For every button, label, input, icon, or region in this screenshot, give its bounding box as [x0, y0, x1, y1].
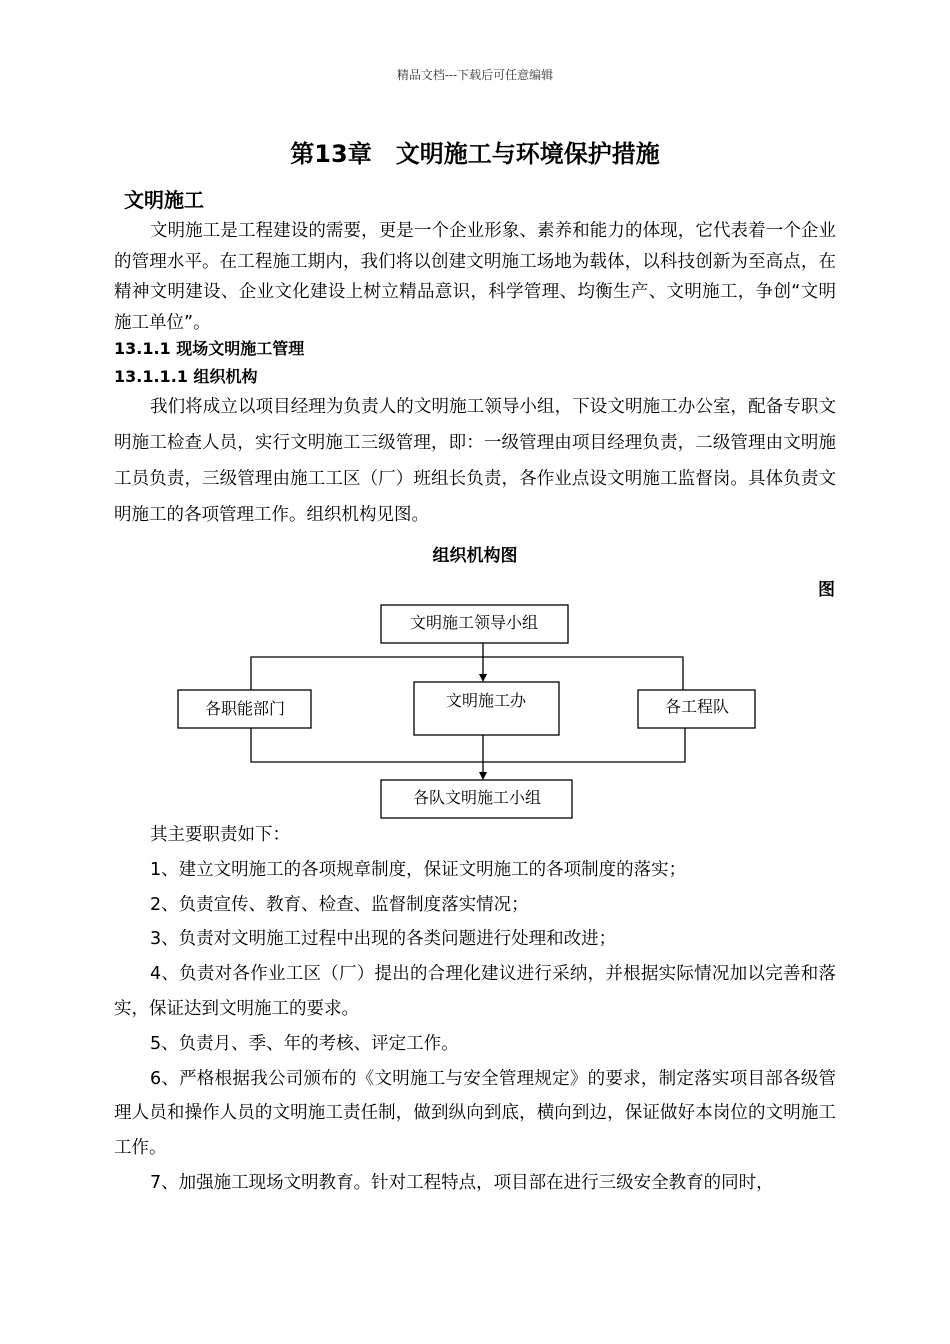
heading-13-1-1: 13.1.1 现场文明施工管理 [114, 339, 305, 358]
duty-item: 1、建立文明施工的各项规章制度，保证文明施工的各项制度的落实； [150, 859, 687, 880]
org-label-top: 文明施工领导小组 [409, 613, 539, 632]
org-connector-top-branch [251, 657, 683, 690]
figure-tag: 图 [818, 580, 835, 600]
org-chart [0, 590, 950, 830]
heading-13-1-1-1: 13.1.1.1 组织机构 [114, 367, 258, 386]
duty-item: 2、负责宣传、教育、检查、监督制度落实情况； [150, 894, 529, 915]
figure-caption: 组织机构图 [432, 546, 518, 566]
chapter-title: 第13章 文明施工与环境保护措施 [290, 140, 660, 168]
org-text: 我们将成立以项目经理为负责人的文明施工领导小组，下设文明施工办公室，配备专职文明施工检查人员，实行文明施工三级管理，即：一级管理由项目经理负责，二级管理由文明施工员负责，三级管理由施工工区（厂）班组长负责，各作业点设文明施工监督岗。具体负责文明施工的各项管理工作。组织机构见图。 [114, 397, 836, 525]
org-paragraph [114, 389, 836, 533]
intro-text: 文明施工是工程建设的需要，更是一个企业形象、素养和能力的体现，它代表着一个企业的管理水平。在工程施工期内，我们将以创建文明施工场地为载体，以科技创新为至高点，在精神文明建设、企业文化建设上树立精品意识，科学管理、均衡生产、文明施工，争创“文明施工单位”。 [114, 221, 836, 333]
section-title: 文明施工 [124, 188, 204, 212]
org-label-right: 各工程队 [664, 697, 730, 716]
org-arrow-down-1 [479, 674, 487, 682]
duty-item: 6、严格根据我公司颁布的《文明施工与安全管理规定》的要求，制定落实项目部各级管理人员和操作人员的文明施工责任制，做到纵向到底，横向到边，保证做好本岗位的文明施工工作。 [114, 1068, 836, 1159]
page-header: 精品文档---下载后可任意编辑 [396, 68, 554, 82]
org-label-left: 各职能部门 [204, 699, 286, 718]
duty-item: 4、负责对各作业工区（厂）提出的合理化建议进行采纳，并根据实际情况加以完善和落实，保证达到文明施工的要求。 [114, 964, 836, 1019]
duty-item: 3、负责对文明施工过程中出现的各类问题进行处理和改进； [150, 929, 617, 950]
org-label-bottom: 各队文明施工小组 [412, 788, 542, 807]
duty-item: 5、负责月、季、年的考核、评定工作。 [150, 1033, 459, 1054]
duties-intro: 其主要职责如下： [150, 825, 290, 845]
org-connector-bottom-branch [251, 728, 685, 762]
org-arrow-down-2 [479, 772, 487, 780]
org-label-center: 文明施工办 [445, 691, 527, 710]
duty-item: 7、加强施工现场文明教育。针对工程特点，项目部在进行三级安全教育的同时， [150, 1172, 774, 1193]
intro-paragraph [114, 216, 836, 338]
duties-list [114, 818, 836, 1201]
